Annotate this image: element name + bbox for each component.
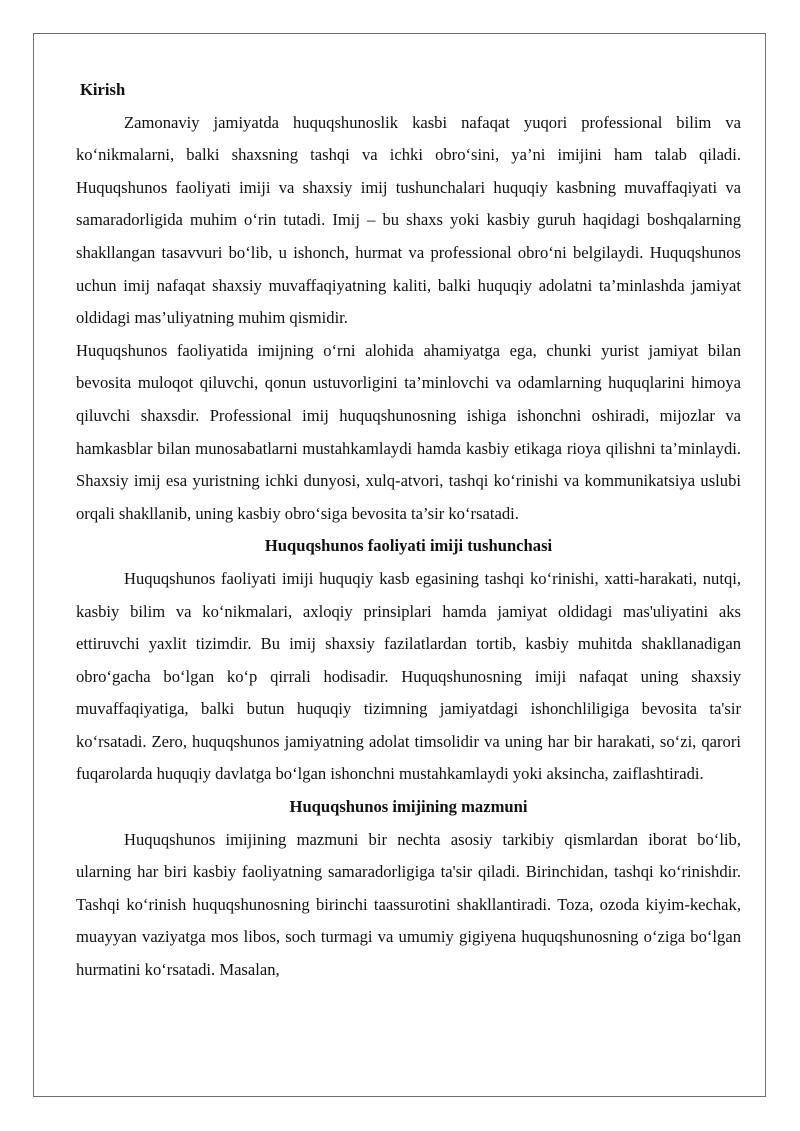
paragraph-content-1: Huquqshunos imijining mazmuni bir nechta asosiy tarkibiy qismlardan iborat bo‘lib, ularning har biri kasbiy faoliyatning samaradorligiga ta'sir qiladi. Birinchidan, tashqi ko‘rinishdir. Tashqi ko‘rinish huquqshunosning birinchi taassurotini shakllantiradi. Toza, ozoda kiyim-kechak, muayyan vaziyatga mos libos, soch turmagi va umumiy gigiyena huquqshunosning o‘ziga bo‘lgan hurmatini ko‘rsatadi. Masalan, xyxy=(76,829,741,980)
paragraph-intro-1: Zamonaviy jamiyatda huquqshunoslik kasbi nafaqat yuqori professional bilim va ko‘nikmalarni, balki shaxsning tashqi va ichki obro‘sini, ya’ni imijini ham talab qiladi. Huquqshunos faoliyati imiji va shaxsiy imij tushunchalari huquqiy kasbning muvaffaqiyati va samaradorligida muhim o‘rin tutadi. Imij – bu shaxs yoki kasbiy guruh haqidagi boshqalarning shakllangan tasavvuri bo‘lib, u ishonch, hurmat va professional obro‘ni belgilaydi. Huquqshunos uchun imij nafaqat shaxsiy muvaffaqiyatning kaliti, balki huquqiy adolatni ta’minlashda jamiyat oldidagi mas’uliyatning muhim qismidir. xyxy=(76,112,741,328)
heading-intro: Kirish xyxy=(80,80,126,99)
paragraph-concept-1: Huquqshunos faoliyati imiji huquqiy kasb egasining tashqi ko‘rinishi, xatti-harakati, nutqi, kasbiy bilim va ko‘nikmalari, axloqiy prinsiplari hamda jamiyat oldidagi mas'uliyatini aks ettiruvchi yaxlit tizimdir. Bu imij shaxsiy fazilatlardan tortib, kasbiy muhitda shakllanadigan obro‘gacha bo‘lgan ko‘p qirrali hodisadir. Huquqshunosning imiji nafaqat uning shaxsiy muvaffaqiyatiga, balki butun huquqiy tizimning jamiyatdagi ishonchliligiga bevosita ta'sir ko‘rsatadi. Zero, huquqshunos jamiyatning adolat timsolidir va uning har bir harakati, so‘zi, qarori fuqarolarda huquqiy davlatga bo‘lgan ishonchni mustahkamlaydi yoki aksincha, zaiflashtiradi. xyxy=(76,568,741,784)
paragraph-intro-2: Huquqshunos faoliyatida imijning o‘rni alohida ahamiyatga ega, chunki yurist jamiyat bilan bevosita muloqot qiluvchi, qonun ustuvorligini ta’minlovchi va odamlarning huquqlarini himoya qiluvchi shaxsdir. Professional imij huquqshunosning ishiga ishonchni oshiradi, mijozlar va hamkasblar bilan munosabatlarni mustahkamlaydi hamda kasbiy etikaga rioya qilishni ta’minlaydi. Shaxsiy imij esa yuristning ichki dunyosi, xulq-atvori, tashqi ko‘rinishi va kommunikatsiya uslubi orqali shakllanib, uning kasbiy obro‘siga bevosita ta’sir ko‘rsatadi. xyxy=(76,340,741,523)
document-body xyxy=(76,74,741,987)
heading-concept: Huquqshunos faoliyati imiji tushunchasi xyxy=(264,536,553,556)
heading-content: Huquqshunos imijining mazmuni xyxy=(289,797,528,817)
